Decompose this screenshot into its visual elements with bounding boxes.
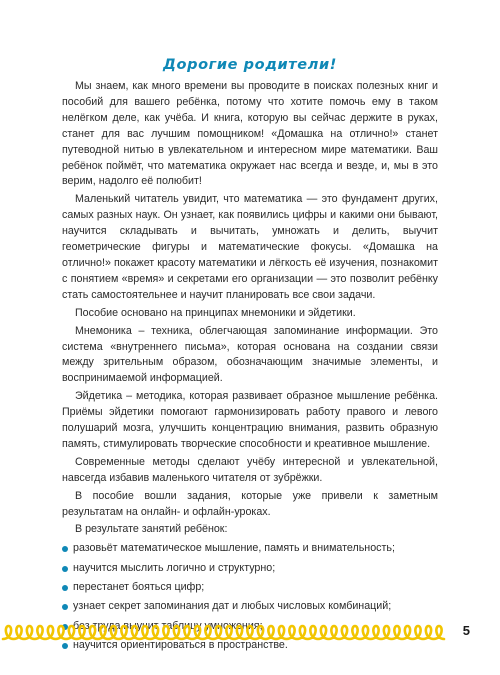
bullet-dot-icon <box>62 585 68 591</box>
list-item-text: научится ориентироваться в пространстве. <box>73 638 288 651</box>
paragraph-results: В результате занятий ребёнок: <box>75 523 228 536</box>
list-item-text: перестанет бояться цифр; <box>73 580 205 593</box>
list-item-text: без труда выучит таблицу умножения; <box>73 619 263 632</box>
list-item <box>62 561 438 577</box>
bullet-dot-icon <box>62 643 68 649</box>
main-text <box>62 79 438 657</box>
paragraph-intro: Мы знаем, как много времени вы проводите в поисках полезных книг и пособий для вашего ребёнка, потому что хотите помочь ему в таком нелёгком деле, как учёба. И книга, которую вы сейчас держите в руках, станет для вас лучшим помощником! «Домашка на отлично!» станет путеводной нитью в увлекательном и интересном мире математики. Ваш ребёнок поймёт, что математика окружает нас всегда и везде, и, мы в это верим, надолго её полюбит! <box>62 80 438 188</box>
list-item <box>62 599 438 615</box>
footer <box>0 621 500 643</box>
list-item-text: узнает секрет запоминания дат и любых числовых комбинаций; <box>73 600 392 613</box>
bullet-dot-icon <box>62 546 68 552</box>
list-item <box>62 580 438 596</box>
list-item-text: разовьёт математическое мышление, память и внимательность; <box>73 542 395 555</box>
paragraph-principles: Пособие основано на принципах мнемоники и эйдетики. <box>75 306 356 319</box>
yellow-loop-border <box>0 621 455 643</box>
paragraph-eidetics: Эйдетика – методика, которая развивает образное мышление ребёнка. Приёмы эйдетики помогают гармонизировать работу правого и левого полушарий мозга, улучшить концентрацию внимания, развить образную память, стимулировать творческие способности и креативное мышление. <box>62 390 438 450</box>
paragraph-mnemonics: Мнемоника – техника, облегчающая запоминание информации. Это система «внутреннего письма», которая основана на создании связи между зрительным образом, обозначающим значимые элементы, и воспринимаемой информацией. <box>62 324 438 385</box>
page-title: Дорогие родители! <box>163 57 337 73</box>
bullet-dot-icon <box>62 566 68 572</box>
paragraph-foundation: Маленький читатель увидит, что математика — это фундамент других, самых разных наук. Он узнает, как появились цифры и какими они бывают, научится складывать и вычитать, умножать и делить, выучит геометрические фигуры и математические фокусы. «Домашка на отлично!» покажет красоту математики и лёгкость её изучения, познакомит с понятием «время» и секретами его организации — это позволит ребёнку стать самостоятельнее и научит планировать все свои задачи. <box>62 193 438 301</box>
list-item <box>62 541 438 557</box>
bullet-dot-icon <box>62 604 68 610</box>
paragraph-methods: Современные методы сделают учёбу интересной и увлекательной, навсегда избавив маленького читателя от зубрёжки. <box>62 455 438 484</box>
list-item-text: научится мыслить логично и структурно; <box>73 561 276 574</box>
paragraph-tasks: В пособие вошли задания, которые уже привели к заметным результатам на онлайн- и офлайн-уроках. <box>62 489 438 518</box>
page-number: 5 <box>462 623 470 638</box>
